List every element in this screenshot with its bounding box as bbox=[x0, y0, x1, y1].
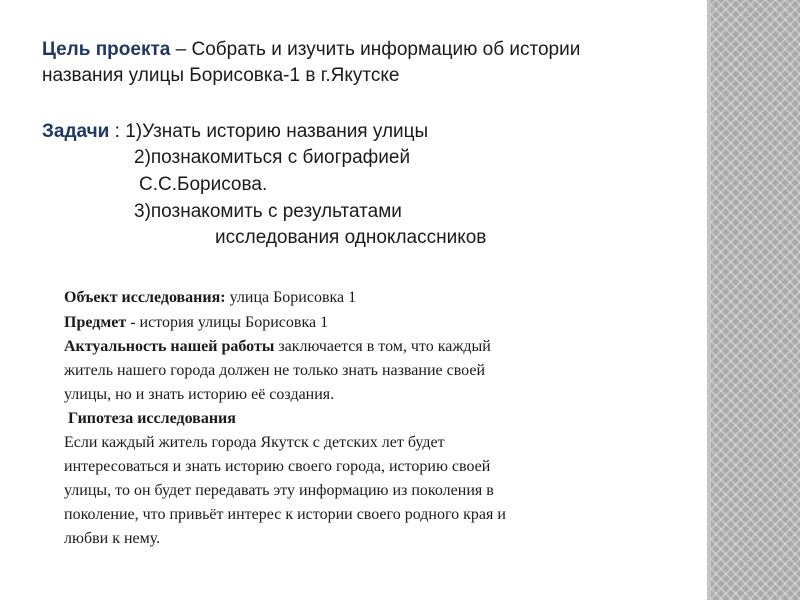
hypothesis-line: поколение, что привьёт интерес к истории своего родного края и bbox=[64, 506, 506, 523]
object-value: улица Борисовка 1 bbox=[225, 289, 357, 306]
tasks-line-1 bbox=[42, 122, 428, 141]
goal-label: Цель проекта bbox=[42, 39, 171, 60]
goal-line-1 bbox=[42, 40, 580, 59]
task-item: С.С.Борисова. bbox=[139, 174, 268, 195]
tasks-label: Задачи bbox=[42, 121, 110, 142]
relevance-text: заключается в том, что каждый bbox=[274, 338, 491, 355]
task-item: 3)познакомить с результатами bbox=[134, 201, 402, 222]
relevance-label: Актуальность нашей работы bbox=[64, 338, 275, 355]
subject-label: Предмет bbox=[64, 314, 127, 331]
hypothesis-line: интересоваться и знать историю своего города, историю своей bbox=[64, 458, 491, 475]
hypothesis-heading bbox=[68, 411, 628, 427]
relevance-line bbox=[64, 339, 624, 355]
subject-line bbox=[64, 315, 624, 331]
object-label: Объект исследования: bbox=[64, 289, 226, 306]
object-line bbox=[64, 290, 624, 306]
hypothesis-label: Гипотеза исследования bbox=[68, 410, 236, 427]
hypothesis-line: Если каждый житель города Якутск с детских лет будет bbox=[64, 434, 445, 451]
hypothesis-line: улицы, то он будет передавать эту информацию из поколения в bbox=[64, 482, 494, 499]
task-item: исследования одноклассников bbox=[215, 227, 487, 248]
relevance-line: житель нашего города должен не только знать название своей bbox=[64, 362, 486, 379]
decorative-stripe bbox=[711, 0, 800, 600]
goal-text: – Собрать и изучить информацию об истории bbox=[170, 39, 581, 60]
task-item: 2)познакомиться с биографией bbox=[134, 147, 411, 168]
relevance-line: улицы, но и знать историю её создания. bbox=[64, 386, 335, 403]
tasks-separator: : bbox=[109, 121, 126, 142]
hypothesis-line: любви к нему. bbox=[64, 530, 161, 547]
goal-line-2: названия улицы Борисовка-1 в г.Якутске bbox=[42, 65, 400, 86]
subject-value: - история улицы Борисовка 1 bbox=[126, 314, 329, 331]
task-item: 1)Узнать историю названия улицы bbox=[125, 121, 429, 142]
